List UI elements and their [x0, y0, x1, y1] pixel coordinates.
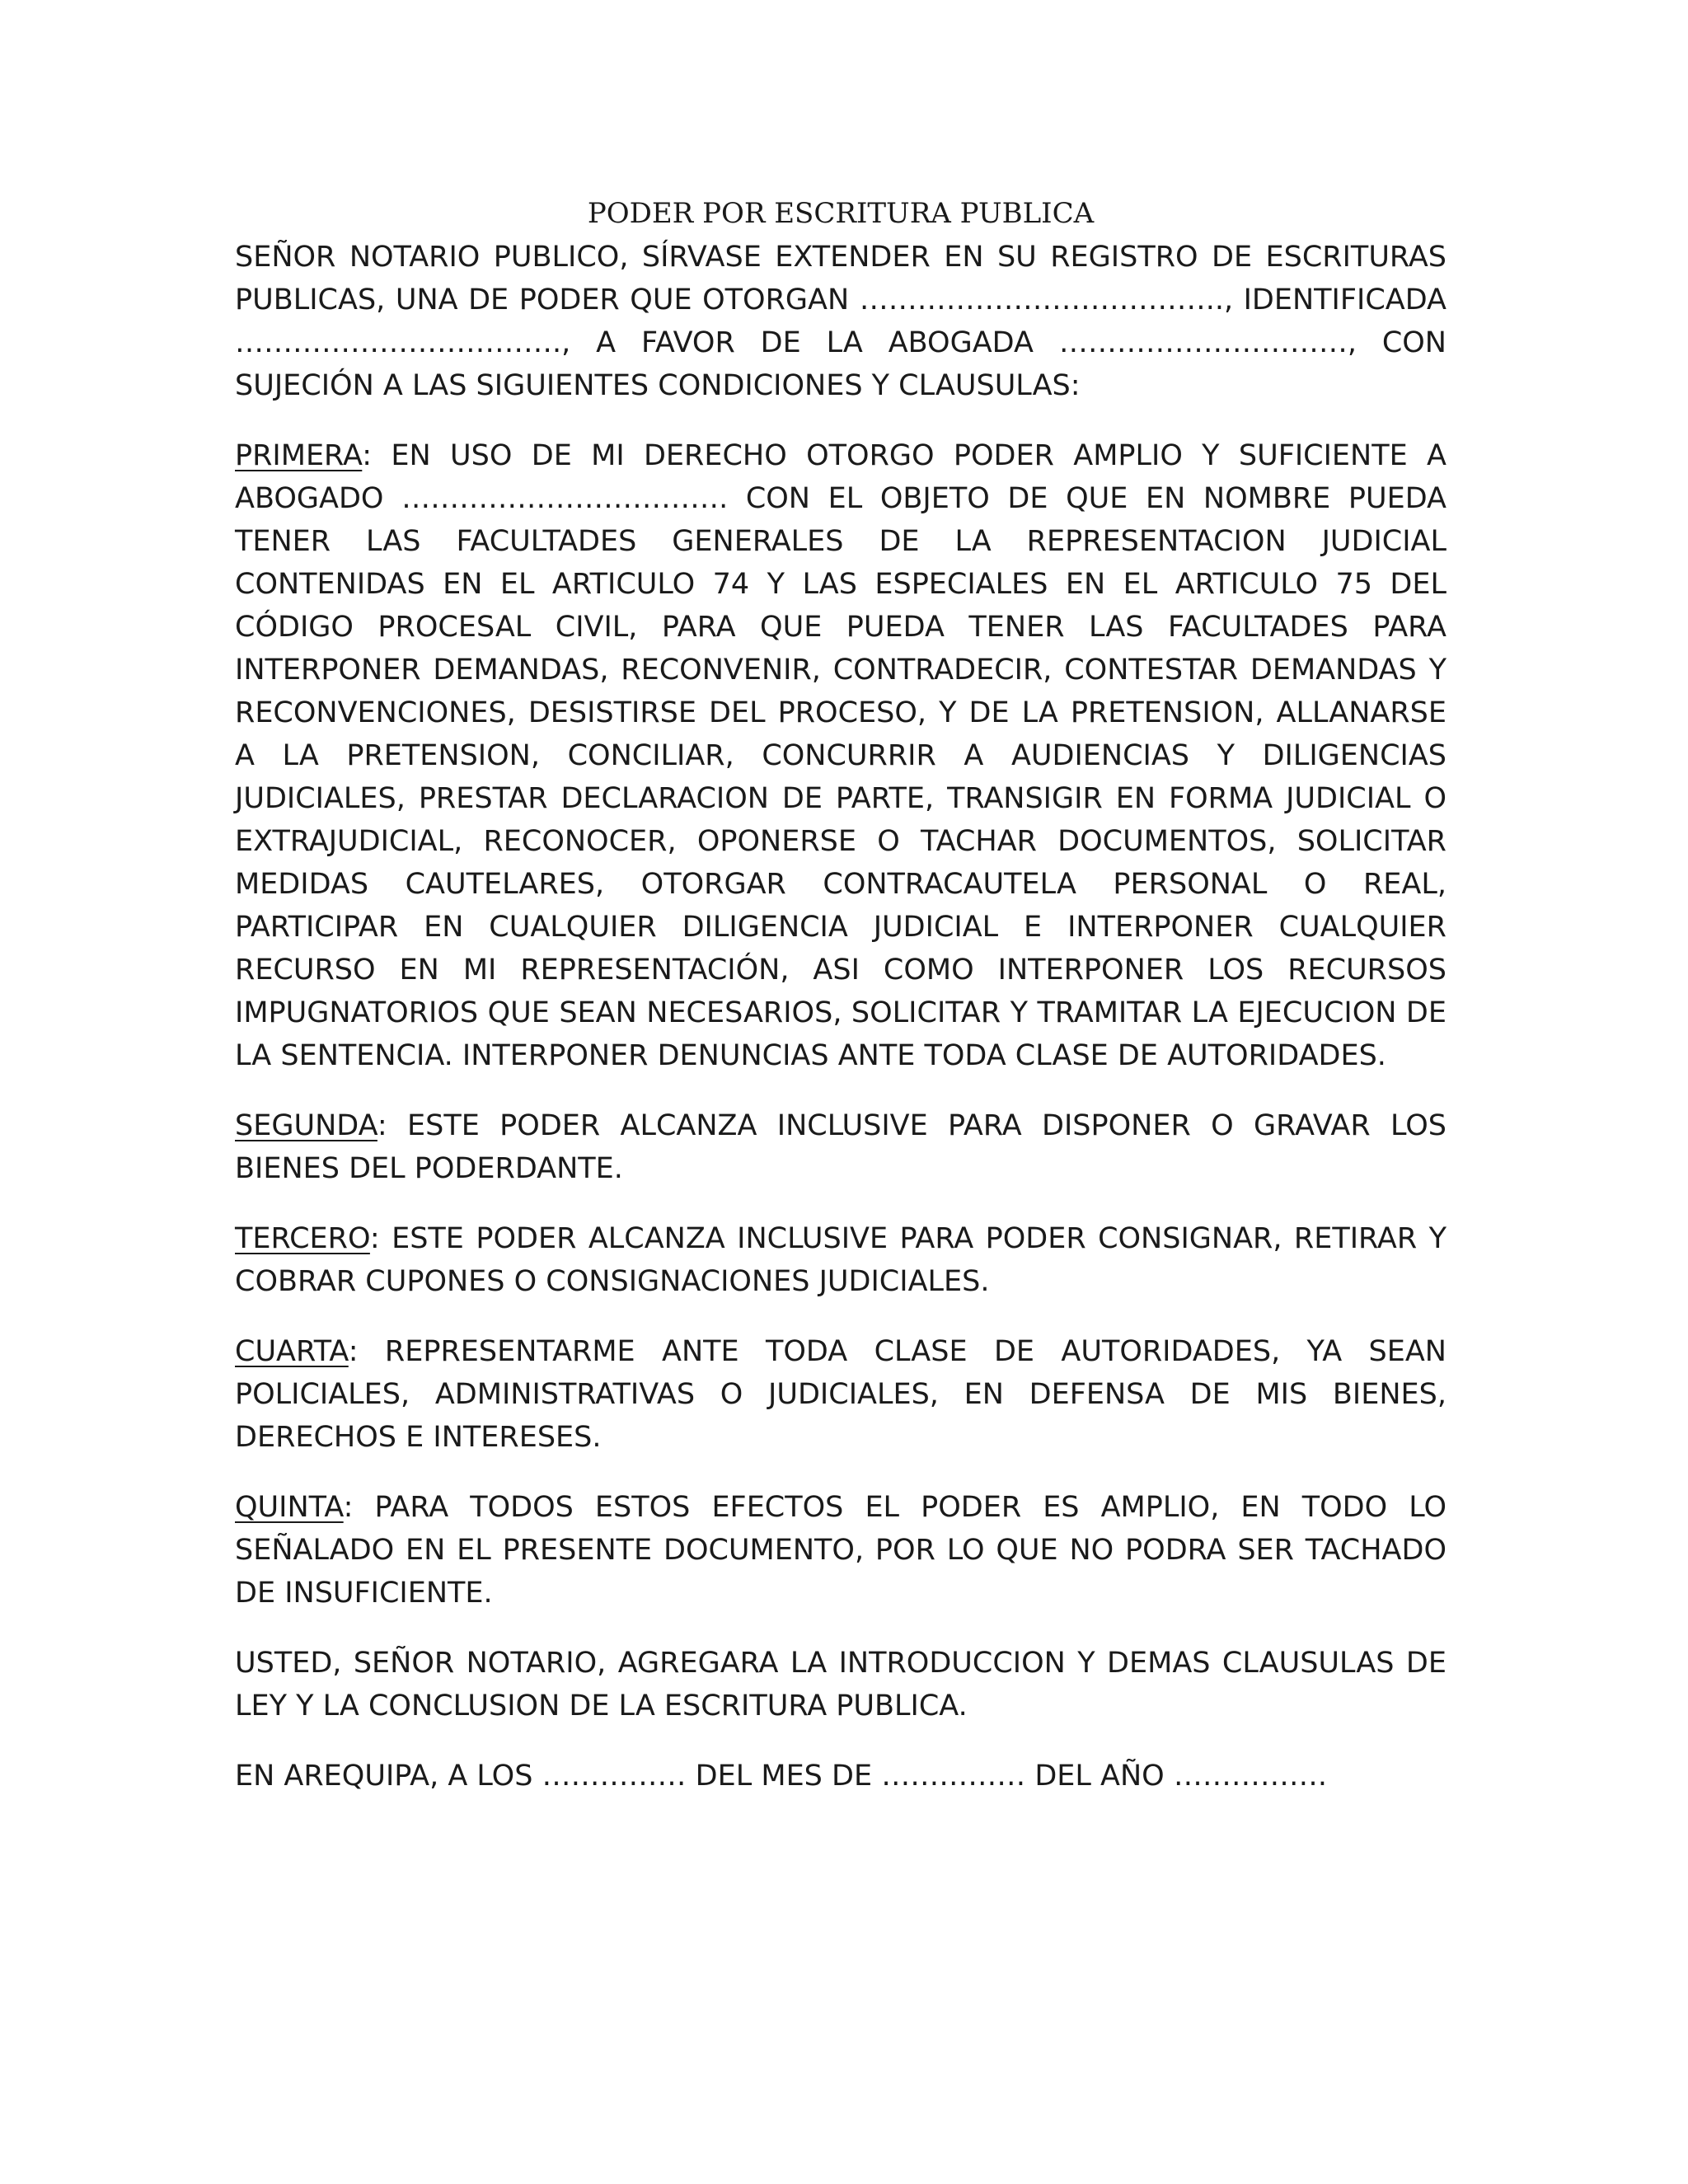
- clause-primera: [235, 434, 1447, 1077]
- clause-label: SEGUNDA: [235, 1109, 377, 1142]
- document-title: PODER POR ESCRITURA PUBLICA: [587, 197, 1095, 230]
- clause-label: QUINTA: [235, 1491, 344, 1524]
- clause-text: : PARA TODOS ESTOS EFECTOS EL PODER ES AMPLIO, EN TODO LO SEÑALADO EN EL PRESENTE DOCUMENTO, POR LO QUE NO PODRA SER TACHADO DE INSUFICIENTE.: [235, 1491, 1447, 1610]
- clause-quinta: [235, 1486, 1447, 1615]
- clause-text: : ESTE PODER ALCANZA INCLUSIVE PARA PODER CONSIGNAR, RETIRAR Y COBRAR CUPONES O CONSIGNACIONES JUDICIALES.: [235, 1222, 1447, 1298]
- closing-paragraph: USTED, SEÑOR NOTARIO, AGREGARA LA INTRODUCCION Y DEMAS CLAUSULAS DE LEY Y LA CONCLUSION DE LA ESCRITURA PUBLICA.: [235, 1647, 1447, 1722]
- clause-text: : ESTE PODER ALCANZA INCLUSIVE PARA DISPONER O GRAVAR LOS BIENES DEL PODERDANTE.: [235, 1109, 1447, 1185]
- document-body: [235, 194, 1447, 1825]
- clause-label: CUARTA: [235, 1335, 349, 1368]
- intro-paragraph: SEÑOR NOTARIO PUBLICO, SÍRVASE EXTENDER EN SU REGISTRO DE ESCRITURAS PUBLICAS, UNA DE PODER QUE OTORGAN ……………………………….., IDENTIFICADA ……………………………., A FAVOR DE LA ABOGADA …………………………, CON SUJECIÓN A LAS SIGUIENTES CONDICIONES Y CLAUSULAS:: [235, 241, 1447, 402]
- clause-cuarta: [235, 1330, 1447, 1459]
- clause-text: : EN USO DE MI DERECHO OTORGO PODER AMPLIO Y SUFICIENTE A ABOGADO ……………………………. CON EL OBJETO DE QUE EN NOMBRE PUEDA TENER LAS FACULTADES GENERALES DE LA REPRESENTACION JUDICIAL CONTENIDAS EN EL ARTICULO 74 Y LAS ESPECIALES EN EL ARTICULO 75 DEL CÓDIGO PROCESAL CIVIL, PARA QUE PUEDA TENER LAS FACULTADES PARA INTERPONER DEMANDAS, RECONVENIR, CONTRADECIR, CONTESTAR DEMANDAS Y RECONVENCIONES, DESISTIRSE DEL PROCESO, Y DE LA PRETENSION, ALLANARSE A LA PRETENSION, CONCILIAR, CONCURRIR A AUDIENCIAS Y DILIGENCIAS JUDICIALES, PRESTAR DECLARACION DE PARTE, TRANSIGIR EN FORMA JUDICIAL O EXTRAJUDICIAL, RECONOCER, OPONERSE O TACHAR DOCUMENTOS, SOLICITAR MEDIDAS CAUTELARES, OTORGAR CONTRACAUTELA PERSONAL O REAL, PARTICIPAR EN CUALQUIER DILIGENCIA JUDICIAL E INTERPONER CUALQUIER RECURSO EN MI REPRESENTACIÓN, ASI COMO INTERPONER LOS RECURSOS IMPUGNATORIOS QUE SEAN NECESARIOS, SOLICITAR Y TRAMITAR LA EJECUCION DE LA SENTENCIA. INTERPONER DENUNCIAS ANTE TODA CLASE DE AUTORIDADES.: [235, 439, 1447, 1072]
- clause-label: TERCERO: [235, 1222, 370, 1255]
- clause-segunda: [235, 1104, 1447, 1190]
- clause-tercero: [235, 1217, 1447, 1303]
- place-date-line: EN AREQUIPA, A LOS …………… DEL MES DE …………… DEL AÑO …………….: [235, 1760, 1327, 1793]
- clause-text: : REPRESENTARME ANTE TODA CLASE DE AUTORIDADES, YA SEAN POLICIALES, ADMINISTRATIVAS O JUDICIALES, EN DEFENSA DE MIS BIENES, DERECHOS E INTERESES.: [235, 1335, 1447, 1454]
- clause-label: PRIMERA: [235, 439, 363, 472]
